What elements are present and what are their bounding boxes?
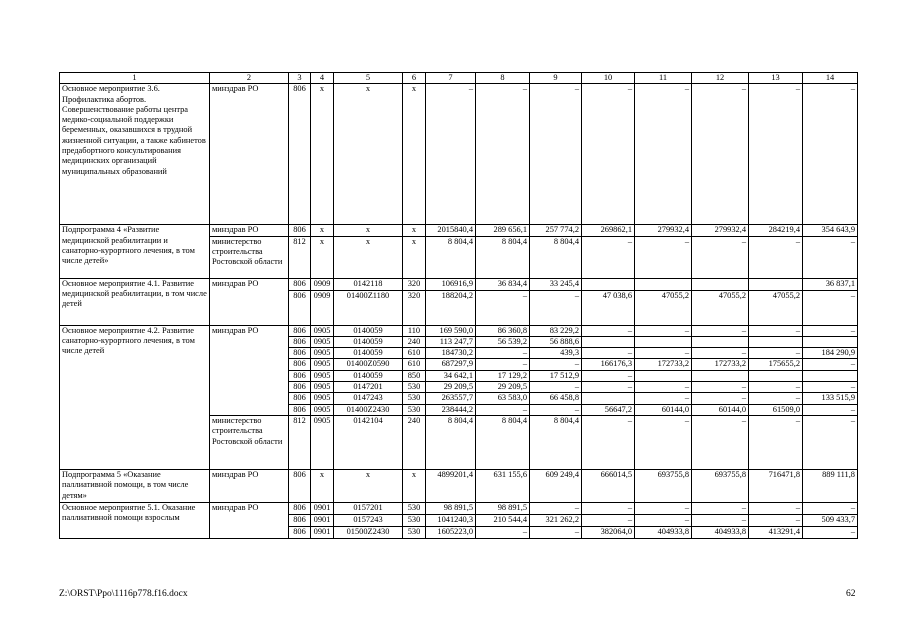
data-cell: 113 247,7	[426, 336, 476, 347]
data-cell: –	[635, 502, 692, 514]
data-cell: 610	[403, 348, 426, 359]
data-cell: –	[635, 382, 692, 393]
table-row	[60, 325, 858, 336]
header-row	[60, 73, 858, 84]
data-cell: 8 804,4	[476, 415, 530, 469]
data-cell: 2015840,4	[426, 225, 476, 236]
data-cell: –	[530, 404, 582, 415]
data-cell: 509 433,7	[803, 514, 858, 526]
data-cell: 0905	[311, 336, 334, 347]
data-cell: 83 229,2	[530, 325, 582, 336]
activity-name: Основное мероприятие 4.1. Развитие медицинской реабилитации, в том числе детей	[60, 278, 210, 325]
data-cell: 238444,2	[426, 404, 476, 415]
page-number: 62	[846, 589, 856, 599]
data-cell: 47055,2	[749, 290, 803, 325]
data-cell	[582, 278, 635, 290]
data-cell: 284219,4	[749, 225, 803, 236]
data-cell: –	[582, 502, 635, 514]
data-cell: 806	[289, 469, 311, 502]
data-cell: 693755,8	[635, 469, 692, 502]
data-cell: 56 888,6	[530, 336, 582, 347]
header-cell: 3	[289, 73, 311, 84]
activity-name: Основное мероприятие 3.6. Профилактика абортов. Совершенствование работы центра медико-социальной поддержки беременных, оказавшихся в трудной жизненной ситуации, а также кабинетов предабортного консультирования медицинских организаций муниципальных образований	[60, 84, 210, 225]
data-cell: 60144,0	[692, 404, 749, 415]
data-cell: 806	[289, 514, 311, 526]
data-cell: 86 360,8	[476, 325, 530, 336]
data-cell: –	[749, 393, 803, 404]
data-cell: 687297,9	[426, 359, 476, 370]
data-cell: 263557,7	[426, 393, 476, 404]
data-cell: 413291,4	[749, 526, 803, 538]
data-cell: –	[692, 348, 749, 359]
data-cell: 439,3	[530, 348, 582, 359]
data-cell: х	[311, 236, 334, 278]
data-cell: –	[582, 514, 635, 526]
data-cell	[749, 336, 803, 347]
data-cell: –	[635, 348, 692, 359]
data-cell: 175655,2	[749, 359, 803, 370]
data-cell: 806	[289, 225, 311, 236]
data-cell	[635, 370, 692, 381]
data-cell: 609 249,4	[530, 469, 582, 502]
data-cell: –	[692, 84, 749, 225]
data-cell: –	[476, 404, 530, 415]
data-cell: –	[803, 415, 858, 469]
data-cell: –	[476, 526, 530, 538]
data-cell: 404933,8	[635, 526, 692, 538]
data-cell: 240	[403, 336, 426, 347]
data-cell: 0905	[311, 404, 334, 415]
data-cell: 01400Z0590	[334, 359, 403, 370]
data-cell: 0901	[311, 526, 334, 538]
data-cell: 806	[289, 502, 311, 514]
data-cell: 184730,2	[426, 348, 476, 359]
data-cell: 17 129,2	[476, 370, 530, 381]
data-cell: 36 837,1	[803, 278, 858, 290]
data-cell: 60144,0	[635, 404, 692, 415]
header-cell: 8	[476, 73, 530, 84]
data-cell: 172733,2	[692, 359, 749, 370]
data-cell	[582, 336, 635, 347]
data-cell: 0909	[311, 290, 334, 325]
data-cell: 0140059	[334, 325, 403, 336]
data-cell: х	[403, 469, 426, 502]
data-cell: 806	[289, 370, 311, 381]
table-row	[60, 469, 858, 502]
data-cell: х	[334, 84, 403, 225]
data-cell: 0140059	[334, 336, 403, 347]
data-cell: 29 209,5	[426, 382, 476, 393]
data-cell: 269862,1	[582, 225, 635, 236]
data-cell	[749, 370, 803, 381]
executor-name: министерство строительства Ростовской области	[210, 415, 289, 469]
data-cell: –	[530, 502, 582, 514]
data-cell: 8 804,4	[426, 415, 476, 469]
data-cell: 1041240,3	[426, 514, 476, 526]
data-cell: 806	[289, 348, 311, 359]
data-cell: 693755,8	[692, 469, 749, 502]
data-cell: 8 804,4	[530, 415, 582, 469]
data-cell: 210 544,4	[476, 514, 530, 526]
data-cell: 0901	[311, 502, 334, 514]
data-cell: 0905	[311, 370, 334, 381]
header-cell: 5	[334, 73, 403, 84]
data-cell: 0157201	[334, 502, 403, 514]
data-cell: 806	[289, 526, 311, 538]
data-cell: 34 642,1	[426, 370, 476, 381]
data-cell: 0140059	[334, 348, 403, 359]
data-cell: 17 512,9	[530, 370, 582, 381]
header-cell: 2	[210, 73, 289, 84]
data-cell: 889 111,8	[803, 469, 858, 502]
data-cell: –	[692, 415, 749, 469]
table-row	[60, 84, 858, 225]
data-cell: –	[749, 502, 803, 514]
data-cell: –	[582, 370, 635, 381]
data-cell	[692, 370, 749, 381]
data-cell: –	[476, 290, 530, 325]
data-cell: х	[311, 84, 334, 225]
executor-name: минздрав РО	[210, 225, 289, 236]
data-cell: 806	[289, 278, 311, 290]
executor-name: минздрав РО	[210, 278, 289, 325]
data-cell: 0901	[311, 514, 334, 526]
executor-name: минздрав РО	[210, 84, 289, 225]
data-cell: 98 891,5	[476, 502, 530, 514]
data-cell: 279932,4	[692, 225, 749, 236]
data-cell: 63 583,0	[476, 393, 530, 404]
data-cell: 0147243	[334, 393, 403, 404]
data-cell: 530	[403, 502, 426, 514]
data-cell: 8 804,4	[476, 236, 530, 278]
executor-name: министерство строительства Ростовской области	[210, 236, 289, 278]
data-cell: 806	[289, 359, 311, 370]
data-cell: 812	[289, 236, 311, 278]
data-cell: –	[803, 359, 858, 370]
data-cell: 0157243	[334, 514, 403, 526]
data-cell: 806	[289, 84, 311, 225]
data-cell	[692, 278, 749, 290]
data-cell: –	[530, 290, 582, 325]
data-cell: –	[803, 404, 858, 415]
data-cell: 56647,2	[582, 404, 635, 415]
data-cell: –	[803, 526, 858, 538]
header-cell: 4	[311, 73, 334, 84]
data-cell: 530	[403, 393, 426, 404]
data-cell: –	[476, 84, 530, 225]
data-cell: 8 804,4	[426, 236, 476, 278]
table-row	[60, 225, 858, 236]
header-cell: 10	[582, 73, 635, 84]
data-cell: х	[334, 469, 403, 502]
data-cell: –	[530, 382, 582, 393]
data-cell: 166176,3	[582, 359, 635, 370]
table-row	[60, 502, 858, 514]
data-cell: 8 804,4	[530, 236, 582, 278]
data-cell: 188204,2	[426, 290, 476, 325]
header-cell: 9	[530, 73, 582, 84]
data-cell: –	[803, 502, 858, 514]
data-cell: 257 774,2	[530, 225, 582, 236]
data-cell: –	[426, 84, 476, 225]
data-cell: х	[403, 225, 426, 236]
data-cell: –	[692, 502, 749, 514]
data-cell: х	[311, 225, 334, 236]
data-cell: 184 290,9	[803, 348, 858, 359]
data-cell: х	[334, 236, 403, 278]
data-cell: 850	[403, 370, 426, 381]
data-cell: –	[803, 290, 858, 325]
data-cell: 0909	[311, 278, 334, 290]
executor-name: минздрав РО	[210, 469, 289, 502]
data-cell: 33 245,4	[530, 278, 582, 290]
data-cell: –	[692, 236, 749, 278]
data-cell	[635, 278, 692, 290]
data-cell: –	[692, 382, 749, 393]
data-cell: –	[530, 359, 582, 370]
data-cell: 806	[289, 382, 311, 393]
data-cell: –	[476, 359, 530, 370]
data-cell: 133 515,9	[803, 393, 858, 404]
data-cell: –	[582, 415, 635, 469]
data-cell	[803, 336, 858, 347]
data-cell: 0140059	[334, 370, 403, 381]
data-cell: 47055,2	[692, 290, 749, 325]
data-cell: 98 891,5	[426, 502, 476, 514]
data-cell: 36 834,4	[476, 278, 530, 290]
data-cell: –	[582, 84, 635, 225]
data-cell: 29 209,5	[476, 382, 530, 393]
data-cell: –	[749, 348, 803, 359]
data-cell: 279932,4	[635, 225, 692, 236]
data-cell: 01500Z2430	[334, 526, 403, 538]
data-cell: 56 539,2	[476, 336, 530, 347]
data-cell: –	[582, 382, 635, 393]
data-cell: –	[635, 415, 692, 469]
activity-name: Основное мероприятие 5.1. Оказание паллиативной помощи взрослым	[60, 502, 210, 538]
data-cell: –	[635, 393, 692, 404]
data-cell: –	[749, 84, 803, 225]
data-cell: х	[403, 236, 426, 278]
data-cell: х	[403, 84, 426, 225]
data-cell: 404933,8	[692, 526, 749, 538]
data-cell: 169 590,0	[426, 325, 476, 336]
executor-name: минздрав РО	[210, 325, 289, 415]
data-cell: 806	[289, 290, 311, 325]
data-cell: х	[311, 469, 334, 502]
data-cell: 0905	[311, 325, 334, 336]
data-cell: 666014,5	[582, 469, 635, 502]
data-cell	[635, 336, 692, 347]
data-cell: –	[749, 514, 803, 526]
data-cell: 382064,0	[582, 526, 635, 538]
data-cell: 812	[289, 415, 311, 469]
data-cell: –	[749, 325, 803, 336]
table-row	[60, 278, 858, 290]
data-cell: –	[692, 514, 749, 526]
data-cell: –	[476, 348, 530, 359]
data-cell: –	[803, 382, 858, 393]
data-cell: –	[692, 325, 749, 336]
data-cell: 806	[289, 404, 311, 415]
data-cell: 530	[403, 526, 426, 538]
header-cell: 6	[403, 73, 426, 84]
data-cell: 47 038,6	[582, 290, 635, 325]
data-cell: 320	[403, 278, 426, 290]
header-cell: 11	[635, 73, 692, 84]
data-cell: –	[582, 325, 635, 336]
data-cell: 1605223,0	[426, 526, 476, 538]
data-cell: 530	[403, 382, 426, 393]
data-cell: –	[749, 236, 803, 278]
data-cell: 0147201	[334, 382, 403, 393]
header-cell: 1	[60, 73, 210, 84]
data-cell: 106916,9	[426, 278, 476, 290]
data-cell: 354 643,9	[803, 225, 858, 236]
header-cell: 14	[803, 73, 858, 84]
data-cell: –	[803, 84, 858, 225]
data-cell: 716471,8	[749, 469, 803, 502]
data-cell: 320	[403, 290, 426, 325]
data-cell: –	[635, 236, 692, 278]
data-cell: –	[635, 325, 692, 336]
data-cell: 610	[403, 359, 426, 370]
data-cell: –	[692, 393, 749, 404]
data-cell: –	[749, 382, 803, 393]
data-cell: х	[334, 225, 403, 236]
data-cell: 530	[403, 404, 426, 415]
data-cell: 806	[289, 325, 311, 336]
data-cell: 321 262,2	[530, 514, 582, 526]
data-cell: –	[635, 84, 692, 225]
activity-name: Подпрограмма 4 «Развитие медицинской реабилитации и санаторно-курортного лечения, в том числе детей»	[60, 225, 210, 278]
header-cell: 13	[749, 73, 803, 84]
data-cell: –	[749, 415, 803, 469]
data-cell: 806	[289, 393, 311, 404]
data-cell: –	[582, 236, 635, 278]
data-cell: –	[803, 325, 858, 336]
activity-name: Подпрограмма 5 «Оказание паллиативной помощи, в том числе детям»	[60, 469, 210, 502]
data-cell: 0142104	[334, 415, 403, 469]
data-cell: 01400Z1180	[334, 290, 403, 325]
data-cell: 61509,0	[749, 404, 803, 415]
data-cell: 0905	[311, 348, 334, 359]
data-cell: 110	[403, 325, 426, 336]
data-cell	[803, 370, 858, 381]
budget-table	[59, 72, 858, 539]
data-cell: 66 458,8	[530, 393, 582, 404]
data-cell: 0905	[311, 393, 334, 404]
data-cell: 47055,2	[635, 290, 692, 325]
header-cell: 12	[692, 73, 749, 84]
data-cell: –	[530, 84, 582, 225]
data-cell: 4899201,4	[426, 469, 476, 502]
executor-name: минздрав РО	[210, 502, 289, 538]
header-cell: 7	[426, 73, 476, 84]
data-cell: 01400Z2430	[334, 404, 403, 415]
data-cell: 0905	[311, 359, 334, 370]
data-cell: 0905	[311, 382, 334, 393]
data-cell	[582, 393, 635, 404]
data-cell: –	[582, 348, 635, 359]
data-cell: 0905	[311, 415, 334, 469]
data-cell	[692, 336, 749, 347]
data-cell: –	[803, 236, 858, 278]
data-cell: –	[635, 514, 692, 526]
data-cell: 0142118	[334, 278, 403, 290]
file-path: Z:\ORST\Ppo\1116p778.f16.docx	[59, 589, 188, 599]
data-cell: 240	[403, 415, 426, 469]
data-cell: 631 155,6	[476, 469, 530, 502]
data-cell: 530	[403, 514, 426, 526]
data-cell: 289 656,1	[476, 225, 530, 236]
data-cell: 172733,2	[635, 359, 692, 370]
activity-name: Основное мероприятие 4.2. Развитие санаторно-курортного лечения, в том числе детей	[60, 325, 210, 469]
data-cell: 806	[289, 336, 311, 347]
data-cell: –	[530, 526, 582, 538]
data-cell	[749, 278, 803, 290]
